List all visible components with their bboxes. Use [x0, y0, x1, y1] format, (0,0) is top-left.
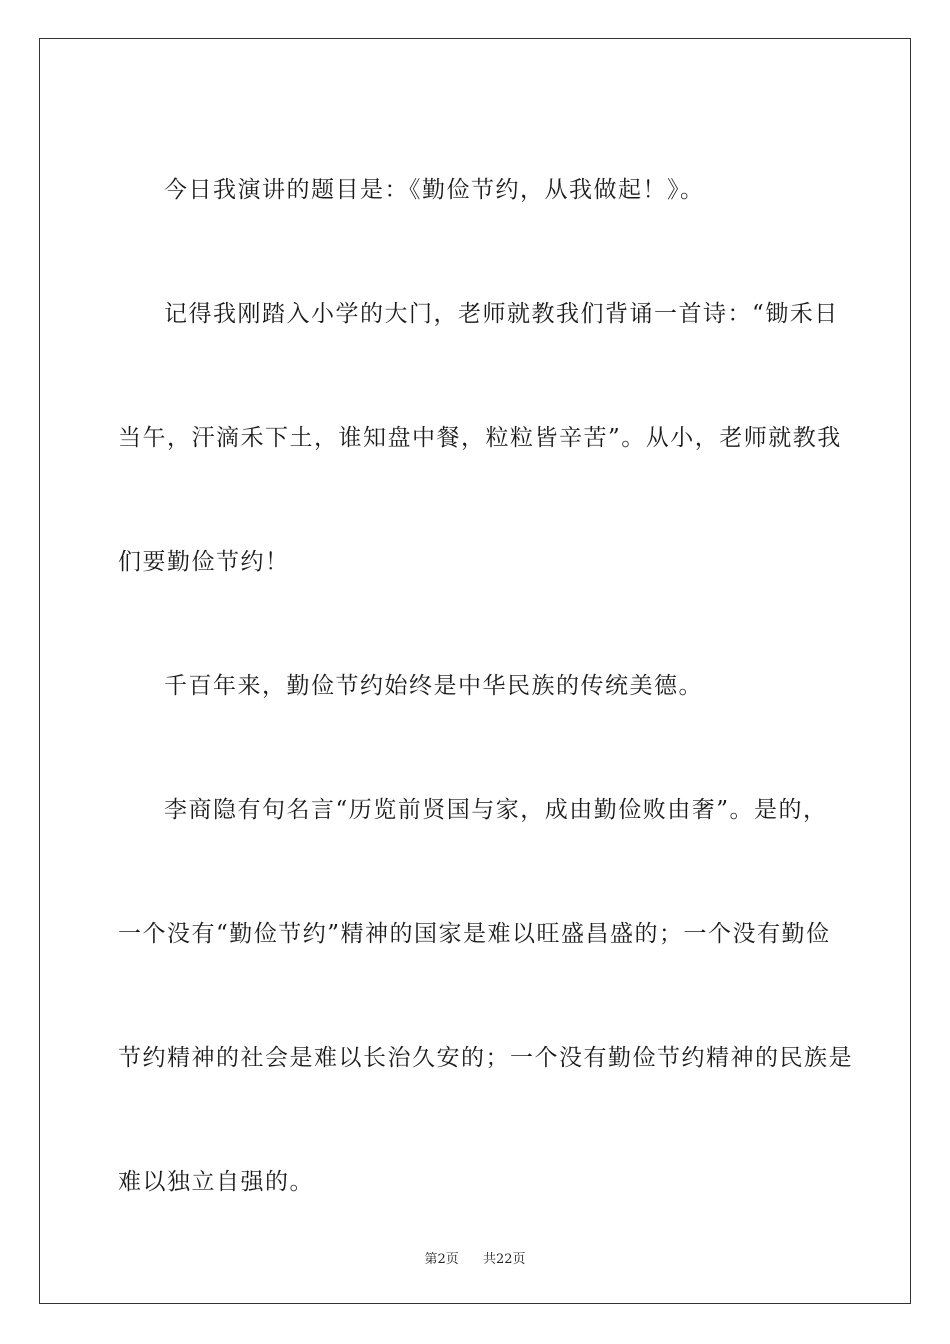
- text-line-4: 们要勤俭节约！: [118, 549, 290, 575]
- text-line-6: 李商隐有句名言“历览前贤国与家，成由勤俭败由奢”。是的，: [164, 797, 828, 823]
- text-line-5: 千百年来，勤俭节约始终是中华民族的传统美德。: [164, 673, 703, 699]
- text-line-3: 当午，汗滴禾下土，谁知盘中餐，粒粒皆辛苦”。从小，老师就教我: [118, 425, 842, 451]
- text-line-7: 一个没有“勤俭节约”精神的国家是难以旺盛昌盛的；一个没有勤俭: [118, 921, 831, 947]
- total-pages: 共22页: [483, 1252, 526, 1267]
- text-line-8: 节约精神的社会是难以长治久安的；一个没有勤俭节约精神的民族是: [118, 1045, 853, 1071]
- text-line-9: 难以独立自强的。: [118, 1169, 314, 1195]
- document-body: [118, 128, 853, 1244]
- text-line-1: 今日我演讲的题目是：《勤俭节约，从我做起！》。: [164, 177, 705, 203]
- page-footer: [0, 1248, 950, 1267]
- page-number: 第2页: [424, 1252, 459, 1267]
- text-line-2: 记得我刚踏入小学的大门，老师就教我们背诵一首诗：“锄禾日: [164, 301, 839, 327]
